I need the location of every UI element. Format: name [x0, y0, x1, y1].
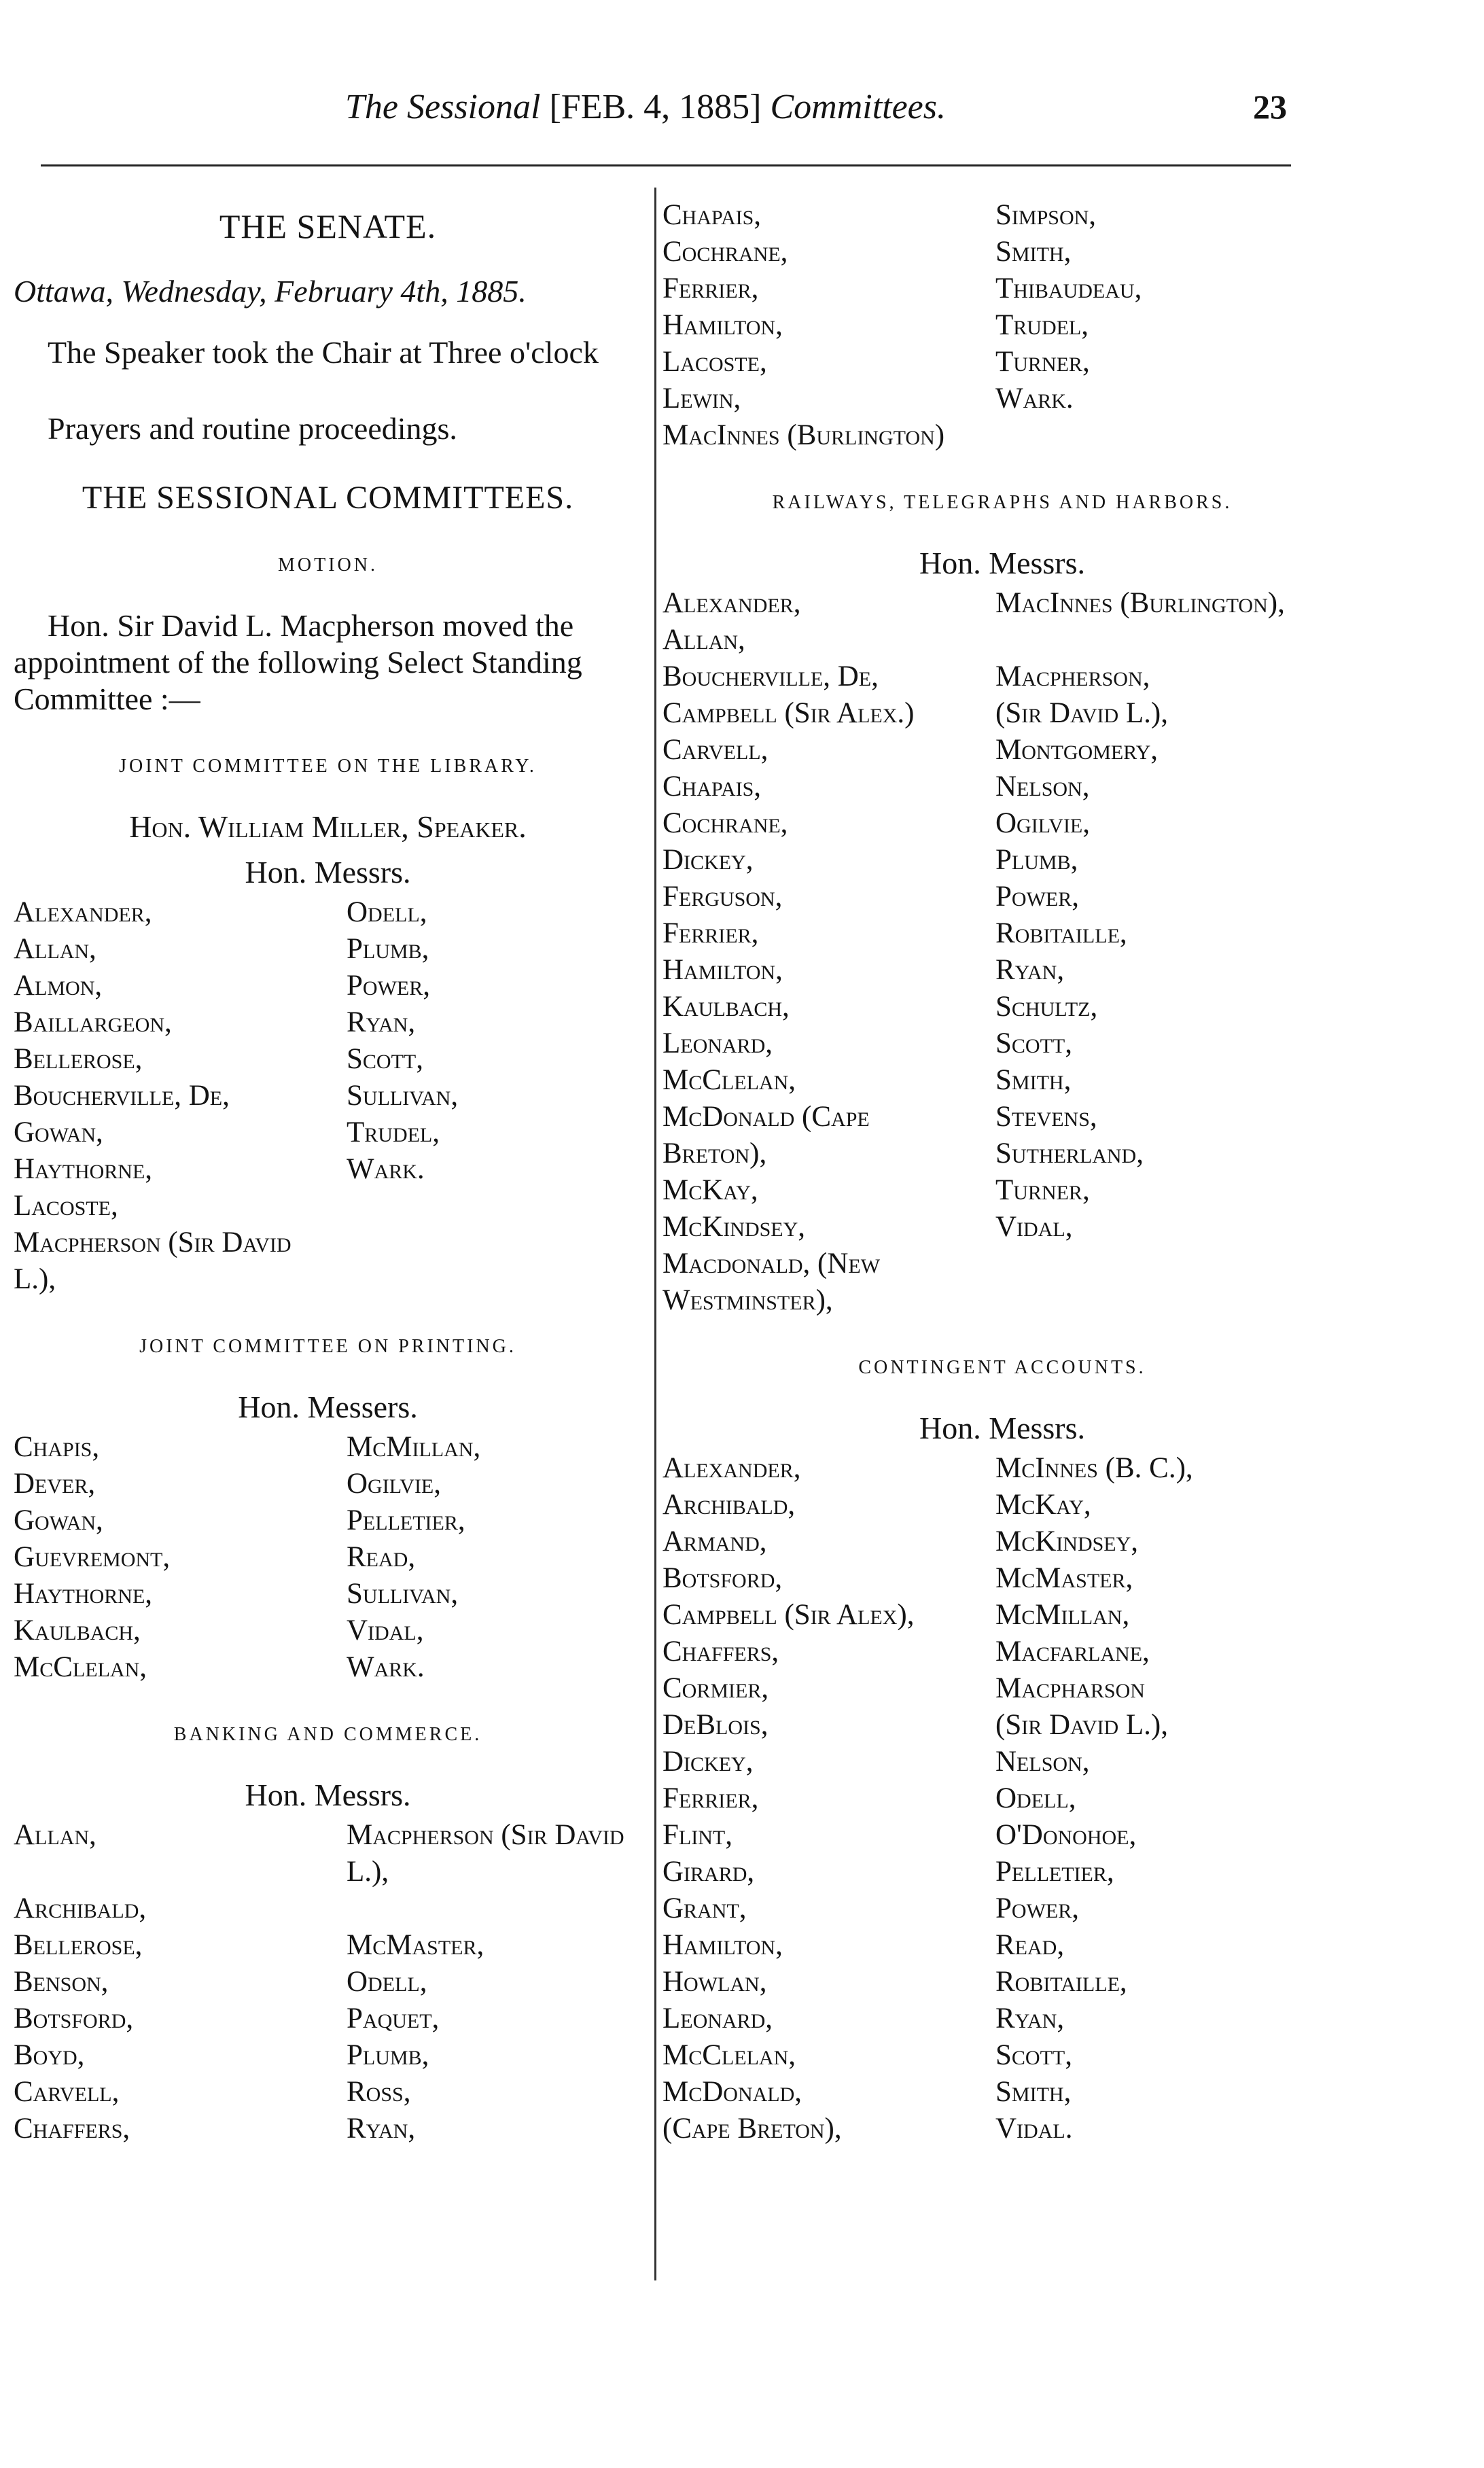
- member-name: Leonard,: [662, 2003, 773, 2034]
- member-name: Odell,: [347, 896, 427, 928]
- member-name: Wark.: [347, 1153, 425, 1185]
- member-name: McClelan,: [14, 1651, 147, 1683]
- member-name: Macdonald, (New Westminster),: [662, 1248, 881, 1316]
- member-name: [347, 1224, 642, 1298]
- railways-hon-messrs: Hon. Messrs.: [919, 546, 1086, 580]
- member-name: Cochrane,: [662, 236, 788, 268]
- member-name: Allan,: [14, 1819, 96, 1851]
- member-name: Alexander,: [662, 1452, 801, 1484]
- member-name: Gowan,: [14, 1116, 103, 1148]
- member-name: Kaulbach,: [662, 991, 790, 1023]
- member-name: Cochrane,: [662, 807, 788, 839]
- member-name: Plumb,: [347, 2039, 429, 2071]
- member-name: Hamilton,: [662, 954, 783, 986]
- banking-members: [14, 1817, 642, 2147]
- member-name: McKindsey,: [995, 1526, 1139, 1557]
- member-name: Sullivan,: [347, 1578, 459, 1610]
- member-name: Chapis,: [14, 1431, 100, 1463]
- member-name: Scott,: [995, 2039, 1072, 2071]
- member-name: Odell,: [347, 1966, 427, 1998]
- left-column: [14, 197, 642, 2147]
- member-name: Benson,: [14, 1966, 109, 1998]
- printing-hon-messrs: Hon. Messers.: [238, 1390, 418, 1424]
- member-name: Macpherson,: [995, 660, 1150, 692]
- member-name: Wark.: [995, 383, 1074, 415]
- right-column: [662, 197, 1342, 2147]
- member-name: Read,: [347, 1541, 416, 1573]
- sessional-committees-title: THE SESSIONAL COMMITTEES.: [82, 480, 574, 516]
- member-name: Sutherland,: [995, 1138, 1144, 1169]
- contingent-members: [662, 1450, 1342, 2147]
- member-name: Ferrier,: [662, 917, 759, 949]
- member-name: Pelletier,: [347, 1504, 465, 1536]
- member-name: Pelletier,: [995, 1856, 1114, 1888]
- member-name: Macpharson: [995, 1672, 1145, 1704]
- member-name: Trudel,: [995, 309, 1089, 341]
- member-name: Campbell (Sir Alex.): [662, 697, 915, 729]
- member-name: Ferrier,: [662, 272, 759, 304]
- member-name: McMaster,: [347, 1929, 484, 1961]
- library-hon-messrs: Hon. Messrs.: [245, 855, 411, 889]
- member-name: Dever,: [14, 1468, 96, 1500]
- member-name: Alexander,: [662, 587, 801, 619]
- railways-committee-heading: RAILWAYS, TELEGRAPHS AND HARBORS.: [772, 492, 1233, 513]
- member-name: Vidal,: [347, 1615, 424, 1646]
- member-name: Lewin,: [662, 383, 741, 415]
- member-name: [995, 622, 1342, 658]
- member-name: Flint,: [662, 1819, 732, 1851]
- member-name: Scott,: [347, 1043, 423, 1075]
- member-name: (Cape Breton),: [662, 2113, 842, 2145]
- member-name: Read,: [995, 1929, 1065, 1961]
- member-name: Vidal,: [995, 1211, 1073, 1243]
- member-name: Archibald,: [662, 1489, 796, 1521]
- member-name: Howlan,: [662, 1966, 767, 1998]
- member-name: Archibald,: [14, 1892, 147, 1924]
- member-name: Smith,: [995, 1064, 1072, 1096]
- member-name: Botsford,: [662, 1562, 783, 1594]
- library-committee-heading: JOINT COMMITTEE ON THE LIBRARY.: [119, 756, 537, 777]
- member-name: Chaffers,: [662, 1636, 779, 1668]
- member-name: Paquet,: [347, 2003, 440, 2034]
- member-name: Ogilvie,: [995, 807, 1091, 839]
- member-name: Hamilton,: [662, 1929, 783, 1961]
- member-name: Armand,: [662, 1526, 767, 1557]
- running-head-right: Committees.: [770, 88, 946, 126]
- running-head-left: The Sessional: [345, 88, 541, 126]
- member-name: Macpherson (Sir David L.),: [14, 1227, 292, 1295]
- banking-hon-messrs: Hon. Messrs.: [245, 1778, 411, 1812]
- member-name: Haythorne,: [14, 1578, 153, 1610]
- contingent-hon-messrs: Hon. Messrs.: [919, 1411, 1086, 1445]
- member-name: Cormier,: [662, 1672, 769, 1704]
- member-name: McDonald (Cape: [662, 1101, 870, 1133]
- member-name: McMaster,: [995, 1562, 1133, 1594]
- library-members: [14, 894, 642, 1298]
- member-name: Ferguson,: [662, 881, 783, 913]
- member-name: Nelson,: [995, 1746, 1090, 1778]
- member-name: Lacoste,: [14, 1190, 118, 1222]
- member-name: Power,: [995, 881, 1079, 913]
- member-name: Trudel,: [347, 1116, 440, 1148]
- member-name: [995, 1246, 1342, 1319]
- member-name: MacInnes (Burlington): [662, 419, 945, 451]
- printing-committee-heading: JOINT COMMITTEE ON PRINTING.: [139, 1336, 516, 1357]
- member-name: Nelson,: [995, 771, 1090, 803]
- member-name: McClelan,: [662, 1064, 796, 1096]
- member-name: McMillan,: [995, 1599, 1130, 1631]
- member-name: Campbell (Sir Alex),: [662, 1599, 915, 1631]
- running-head-date: [FEB. 4, 1885]: [549, 88, 762, 126]
- member-name: Turner,: [995, 1174, 1090, 1206]
- member-name: (Sir David L.),: [995, 697, 1168, 729]
- member-name: Bellerose,: [14, 1043, 143, 1075]
- member-name: Boucherville, De,: [662, 660, 879, 692]
- member-name: Guevremont,: [14, 1541, 171, 1573]
- member-name: McDonald,: [662, 2076, 802, 2108]
- member-name: Haythorne,: [14, 1153, 153, 1185]
- member-name: Smith,: [995, 236, 1072, 268]
- member-name: Dickey,: [662, 844, 754, 876]
- member-name: [995, 417, 1342, 454]
- running-head-title: [245, 87, 1046, 127]
- member-name: Ferrier,: [662, 1782, 759, 1814]
- member-name: McKindsey,: [662, 1211, 806, 1243]
- header-rule: [41, 164, 1291, 166]
- member-name: Turner,: [995, 346, 1090, 378]
- member-name: Chapais,: [662, 199, 762, 231]
- member-name: Ryan,: [995, 2003, 1065, 2034]
- member-name: (Sir David L.),: [995, 1709, 1168, 1741]
- member-name: O'Donohoe,: [995, 1819, 1137, 1851]
- member-name: Power,: [995, 1892, 1079, 1924]
- member-name: Ryan,: [347, 1006, 416, 1038]
- member-name: Wark.: [347, 1651, 425, 1683]
- member-name: Allan,: [14, 933, 96, 965]
- member-name: McKay,: [995, 1489, 1091, 1521]
- library-chair: Hon. William Miller, Speaker.: [129, 809, 527, 844]
- member-name: McMillan,: [347, 1431, 481, 1463]
- member-name: Bellerose,: [14, 1929, 143, 1961]
- member-name: Simpson,: [995, 199, 1097, 231]
- member-name: Alexander,: [14, 896, 152, 928]
- member-name: Macpherson (Sir David L.),: [347, 1819, 624, 1888]
- member-name: Stevens,: [995, 1101, 1097, 1133]
- member-name: Ryan,: [347, 2113, 416, 2145]
- senate-title: THE SENATE.: [219, 207, 437, 245]
- member-name: Ogilvie,: [347, 1468, 442, 1500]
- member-name: Robitaille,: [995, 917, 1127, 949]
- dateline: Ottawa, Wednesday, February 4th, 1885.: [14, 274, 527, 308]
- continued-members: [662, 197, 1342, 454]
- member-name: Leonard,: [662, 1027, 773, 1059]
- page-number: 23: [1253, 88, 1287, 126]
- member-name: Boyd,: [14, 2039, 85, 2071]
- member-name: Botsford,: [14, 2003, 134, 2034]
- member-name: Vidal.: [995, 2113, 1073, 2145]
- member-name: Scott,: [995, 1027, 1072, 1059]
- member-name: [347, 1890, 642, 1927]
- member-name: Allan,: [662, 624, 745, 656]
- prayers-paragraph: Prayers and routine proceedings.: [48, 411, 457, 446]
- member-name: [347, 1188, 642, 1224]
- motion-heading: MOTION.: [278, 554, 378, 576]
- member-name: McClelan,: [662, 2039, 796, 2071]
- banking-committee-heading: BANKING AND COMMERCE.: [173, 1724, 482, 1745]
- member-name: Carvell,: [662, 734, 768, 766]
- member-name: Plumb,: [995, 844, 1078, 876]
- member-name: Plumb,: [347, 933, 429, 965]
- member-name: Smith,: [995, 2076, 1072, 2108]
- member-name: Macfarlane,: [995, 1636, 1150, 1668]
- member-name: Hamilton,: [662, 309, 783, 341]
- column-rule: [654, 188, 656, 2280]
- member-name: Boucherville, De,: [14, 1080, 230, 1112]
- member-name: Dickey,: [662, 1746, 754, 1778]
- running-head: [0, 87, 1484, 135]
- member-name: Sullivan,: [347, 1080, 459, 1112]
- member-name: Almon,: [14, 970, 103, 1002]
- member-name: McKay,: [662, 1174, 758, 1206]
- member-name: Baillargeon,: [14, 1006, 172, 1038]
- member-name: Gowan,: [14, 1504, 103, 1536]
- member-name: Odell,: [995, 1782, 1076, 1814]
- member-name: Ryan,: [995, 954, 1065, 986]
- member-name: Power,: [347, 970, 430, 1002]
- member-name: Girard,: [662, 1856, 755, 1888]
- member-name: Chaffers,: [14, 2113, 130, 2145]
- member-name: Montgomery,: [995, 734, 1158, 766]
- contingent-committee-heading: CONTINGENT ACCOUNTS.: [858, 1357, 1146, 1378]
- member-name: MacInnes (Burlington),: [995, 587, 1285, 619]
- member-name: DeBlois,: [662, 1709, 768, 1741]
- railways-members: [662, 585, 1342, 1319]
- member-name: Robitaille,: [995, 1966, 1127, 1998]
- member-name: McInnes (B. C.),: [995, 1452, 1193, 1484]
- member-name: Thibaudeau,: [995, 272, 1142, 304]
- member-name: Chapais,: [662, 771, 762, 803]
- member-name: Grant,: [662, 1892, 747, 1924]
- speaker-paragraph: The Speaker took the Chair at Three o'clock: [48, 335, 599, 370]
- member-name: Ross,: [347, 2076, 411, 2108]
- printing-members: [14, 1429, 642, 1686]
- member-name: Schultz,: [995, 991, 1098, 1023]
- motion-paragraph: Hon. Sir David L. Macpherson moved the appointment of the following Select Standing Committee :—: [14, 608, 582, 716]
- member-name: Carvell,: [14, 2076, 120, 2108]
- member-name: Breton),: [662, 1138, 767, 1169]
- member-name: Kaulbach,: [14, 1615, 141, 1646]
- member-name: Lacoste,: [662, 346, 767, 378]
